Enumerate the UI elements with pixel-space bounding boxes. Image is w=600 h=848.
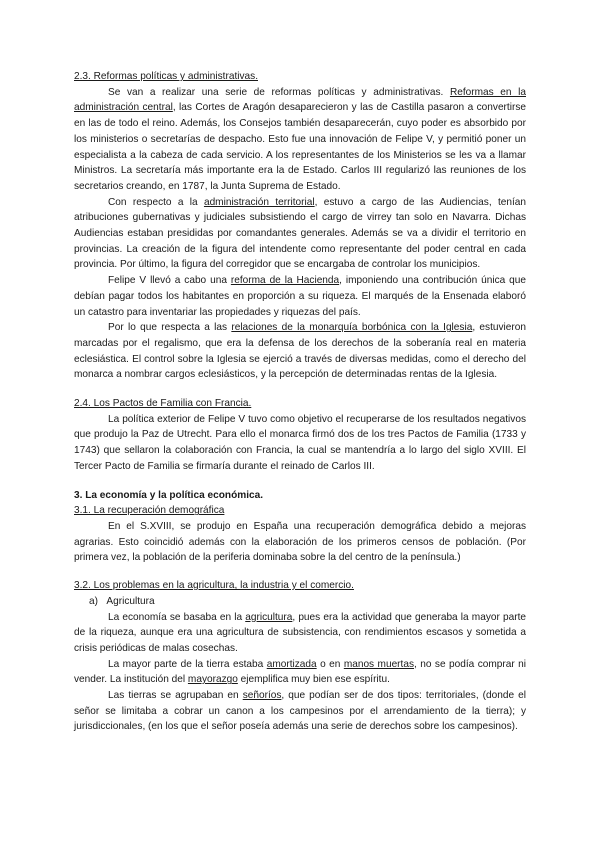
section-2-3-heading: 2.3. Reformas políticas y administrativas. bbox=[74, 71, 258, 82]
text-run: La economía se basaba en la bbox=[108, 611, 246, 623]
document-body bbox=[74, 69, 526, 735]
paragraph-demographic-recovery: En el S.XVIII, se produjo en España una recuperación demográfica debido a mejoras agrarias. Esto coincidió además con la elaboración de los primeros censos de población. (Por primera vez, la población de la periferia dominaba sobre la del centro de la península.) bbox=[74, 520, 526, 564]
paragraph-lordships bbox=[74, 688, 526, 735]
paragraph-agriculture bbox=[74, 610, 526, 657]
section-3-heading: 3. La economía y la política económica. bbox=[74, 489, 264, 501]
paragraph-land-ownership bbox=[74, 657, 526, 688]
spacer bbox=[74, 475, 526, 488]
text-run: La mayor parte de la tierra estaba bbox=[108, 658, 267, 670]
section-3-1-heading: 3.1. La recuperación demográfica bbox=[74, 505, 225, 517]
text-run: Por lo que respecta a las bbox=[108, 322, 232, 334]
text-run: o en bbox=[316, 658, 344, 670]
paragraph-hacienda bbox=[74, 273, 526, 320]
paragraph-family-pacts: La política exterior de Felipe V tuvo como objetivo el recuperarse de los resultados negativos que produjo la Paz de Utrecht. Para ello el monarca firmó dos de los tres Pactos de Familia (1733 y 1743) que sellaron la colaboración con Francia, la cual se mantendría a lo largo del siglo XVIII. El Tercer Pacto de Familia se firmaría durante el reinado de Carlos III. bbox=[74, 413, 526, 472]
text-run: , pues era la actividad que generaba la mayor parte de la riqueza, aunque era una agricultura de subsistencia, con rendimientos escasos y sometida a crisis periódicas de malas cosechas. bbox=[74, 611, 526, 654]
text-run: , las Cortes de Aragón desaparecieron y las de Castilla pasaron a convertirse en las de todo el reino. Además, los Consejos también desaparecerán, cuyo poder es absorbido por los ministerios o secretarías de despacho. Esto fue una innovación de Felipe V, y permitió poner un especialista a la cabeza de cada servicio. A los representantes de los Ministerios se les va a llamar Ministros. La secretaría más importante era la de Estado. Carlos III regularizó las reuniones de los secretarios creando, en 1787, la Junta Suprema de Estado. bbox=[74, 102, 526, 192]
text-run: , que podían ser de dos tipos: territoriales, (donde el señor se limitaba a cobrar un canon a los campesinos por el arrendamiento de la tierra); y jurisdiccionales, (en los que el señor poseía además una serie de derechos sobre los campesinos). bbox=[74, 690, 526, 733]
section-2-4-heading: 2.4. Los Pactos de Familia con Francia. bbox=[74, 398, 252, 410]
text-run: , estuvo a cargo de las Audiencias, tenían atribuciones gubernativas y judiciales subsistiendo el cargo de virrey tan solo en Navarra. Dichas Audiencias estaban presididas por comandantes generales. Además se va a dividir el territorio en provincias. La creación de la figura del intendente como representante del poder central en cada provincia. Por último, la figura del corregidor que se encargaba de controlar los municipios. bbox=[74, 196, 527, 271]
underlined-term: señoríos bbox=[242, 690, 282, 702]
list-item-agriculture: a) Agricultura bbox=[89, 595, 155, 607]
underlined-term: administración territorial bbox=[203, 196, 315, 208]
paragraph-church-relations bbox=[74, 320, 526, 383]
text-run: Felipe V llevó a cabo una bbox=[108, 275, 231, 287]
underlined-term: amortizada bbox=[266, 658, 317, 670]
text-run: , no se podía comprar ni vender. La institución del bbox=[74, 658, 527, 686]
underlined-term: reforma de la Hacienda bbox=[230, 275, 340, 287]
text-run: Las tierras se agrupaban en bbox=[108, 690, 243, 702]
spacer bbox=[74, 383, 526, 396]
underlined-term: Reformas en la administración central bbox=[74, 86, 526, 114]
underlined-term: mayorazgo bbox=[187, 674, 238, 686]
text-run: , imponiendo una contribución única que debían pagar todos los habitantes en proporción a su riqueza. El marqués de la Ensenada elaboró un catastro para inventariar las propiedades y riquezas del país. bbox=[74, 275, 527, 318]
section-3-2-heading: 3.2. Los problemas en la agricultura, la industria y el comercio. bbox=[74, 580, 354, 592]
spacer bbox=[74, 566, 526, 578]
underlined-term: agricultura bbox=[245, 611, 293, 623]
text-run: ejemplifica muy bien ese espíritu. bbox=[237, 674, 390, 686]
text-run: Con respecto a la bbox=[108, 196, 204, 208]
paragraph-territorial-administration bbox=[74, 195, 526, 274]
paragraph-central-administration bbox=[74, 85, 526, 195]
text-run: Se van a realizar una serie de reformas políticas y administrativas. bbox=[108, 86, 450, 98]
underlined-term: relaciones de la monarquía borbónica con la Iglesia bbox=[231, 322, 473, 334]
underlined-term: manos muertas bbox=[343, 658, 415, 670]
text-run: , estuvieron marcadas por el regalismo, que era la defensa de los derechos de la soberanía real en materia eclesiástica. El control sobre la Iglesia se ejerció a través de diversas medidas, como el derecho del monarca a nombrar cargos eclesiásticos, y la percepción de determinadas rentas de la Iglesia. bbox=[74, 322, 526, 381]
